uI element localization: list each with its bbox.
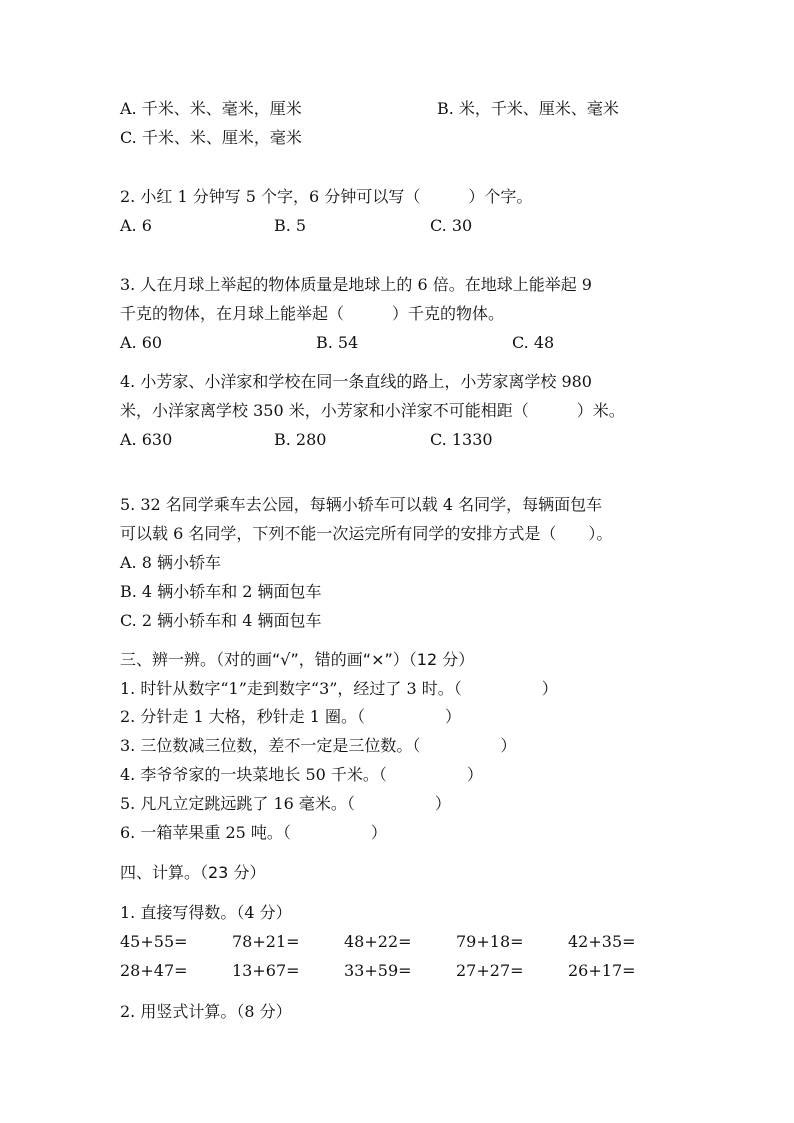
section3-item-4: 4. 李爷爷家的一块菜地长 50 千米。（ ） <box>120 765 483 784</box>
section3-item-2: 2. 分针走 1 大格，秒针走 1 圈。（ ） <box>120 707 462 726</box>
q1-option-a: A. 千米、米、毫米，厘米 <box>120 99 302 118</box>
calc-r2-c3: 33+59= <box>344 961 412 980</box>
q3-option-b: B. 54 <box>316 333 359 352</box>
calc-r1-c3: 48+22= <box>344 932 412 951</box>
q2-option-c: C. 30 <box>430 216 473 235</box>
section4-title: 四、计算。（23 分） <box>120 863 266 882</box>
section4-sub1-title: 1. 直接写得数。（4 分） <box>120 903 292 922</box>
section3-item-3: 3. 三位数减三位数，差不一定是三位数。（ ） <box>120 736 517 755</box>
q3-stem-line2: 千克的物体，在月球上能举起（ ）千克的物体。 <box>120 304 505 323</box>
q2-option-b: B. 5 <box>274 216 307 235</box>
q2-stem: 2. 小红 1 分钟写 5 个字，6 分钟可以写（ ）个字。 <box>120 187 533 206</box>
calc-r1-c5: 42+35= <box>568 932 636 951</box>
section3-item-5: 5. 凡凡立定跳远跳了 16 毫米。（ ） <box>120 794 451 813</box>
q4-option-c: C. 1330 <box>430 430 493 449</box>
section4-sub2-title: 2. 用竖式计算。（8 分） <box>120 1002 292 1021</box>
q3-option-a: A. 60 <box>120 333 163 352</box>
q5-option-a: A. 8 辆小轿车 <box>120 553 221 572</box>
q4-option-b: B. 280 <box>274 430 327 449</box>
calc-r2-c5: 26+17= <box>568 961 636 980</box>
calc-r2-c1: 28+47= <box>120 961 188 980</box>
q5-option-b: B. 4 辆小轿车和 2 辆面包车 <box>120 582 322 601</box>
section3-title: 三、辨一辨。（对的画“√”，错的画“×”）（12 分） <box>120 650 475 669</box>
q3-option-c: C. 48 <box>512 333 555 352</box>
q4-option-a: A. 630 <box>120 430 173 449</box>
calc-r1-c1: 45+55= <box>120 932 188 951</box>
q5-option-c: C. 2 辆小轿车和 4 辆面包车 <box>120 611 322 630</box>
q3-stem-line1: 3. 人在月球上举起的物体质量是地球上的 6 倍。在地球上能举起 9 <box>120 275 592 294</box>
calc-r1-c4: 79+18= <box>456 932 524 951</box>
q4-stem-line2: 米，小洋家离学校 350 米，小芳家和小洋家不可能相距（ ）米。 <box>120 401 625 420</box>
q5-stem-line1: 5. 32 名同学乘车去公园，每辆小轿车可以载 4 名同学，每辆面包车 <box>120 495 603 514</box>
q1-option-b: B. 米，千米、厘米、毫米 <box>437 99 619 118</box>
calc-r2-c4: 27+27= <box>456 961 524 980</box>
q2-option-a: A. 6 <box>120 216 152 235</box>
q4-stem-line1: 4. 小芳家、小洋家和学校在同一条直线的路上，小芳家离学校 980 <box>120 372 592 391</box>
calc-r2-c2: 13+67= <box>232 961 300 980</box>
calc-r1-c2: 78+21= <box>232 932 300 951</box>
section3-item-6: 6. 一箱苹果重 25 吨。（ ） <box>120 823 387 842</box>
q1-option-c: C. 千米、米、厘米，毫米 <box>120 128 302 147</box>
section3-item-1: 1. 时针从数字“1”走到数字“3”，经过了 3 时。（ ） <box>120 679 558 698</box>
q5-stem-line2: 可以载 6 名同学，下列不能一次运完所有同学的安排方式是（ ）。 <box>120 524 613 543</box>
